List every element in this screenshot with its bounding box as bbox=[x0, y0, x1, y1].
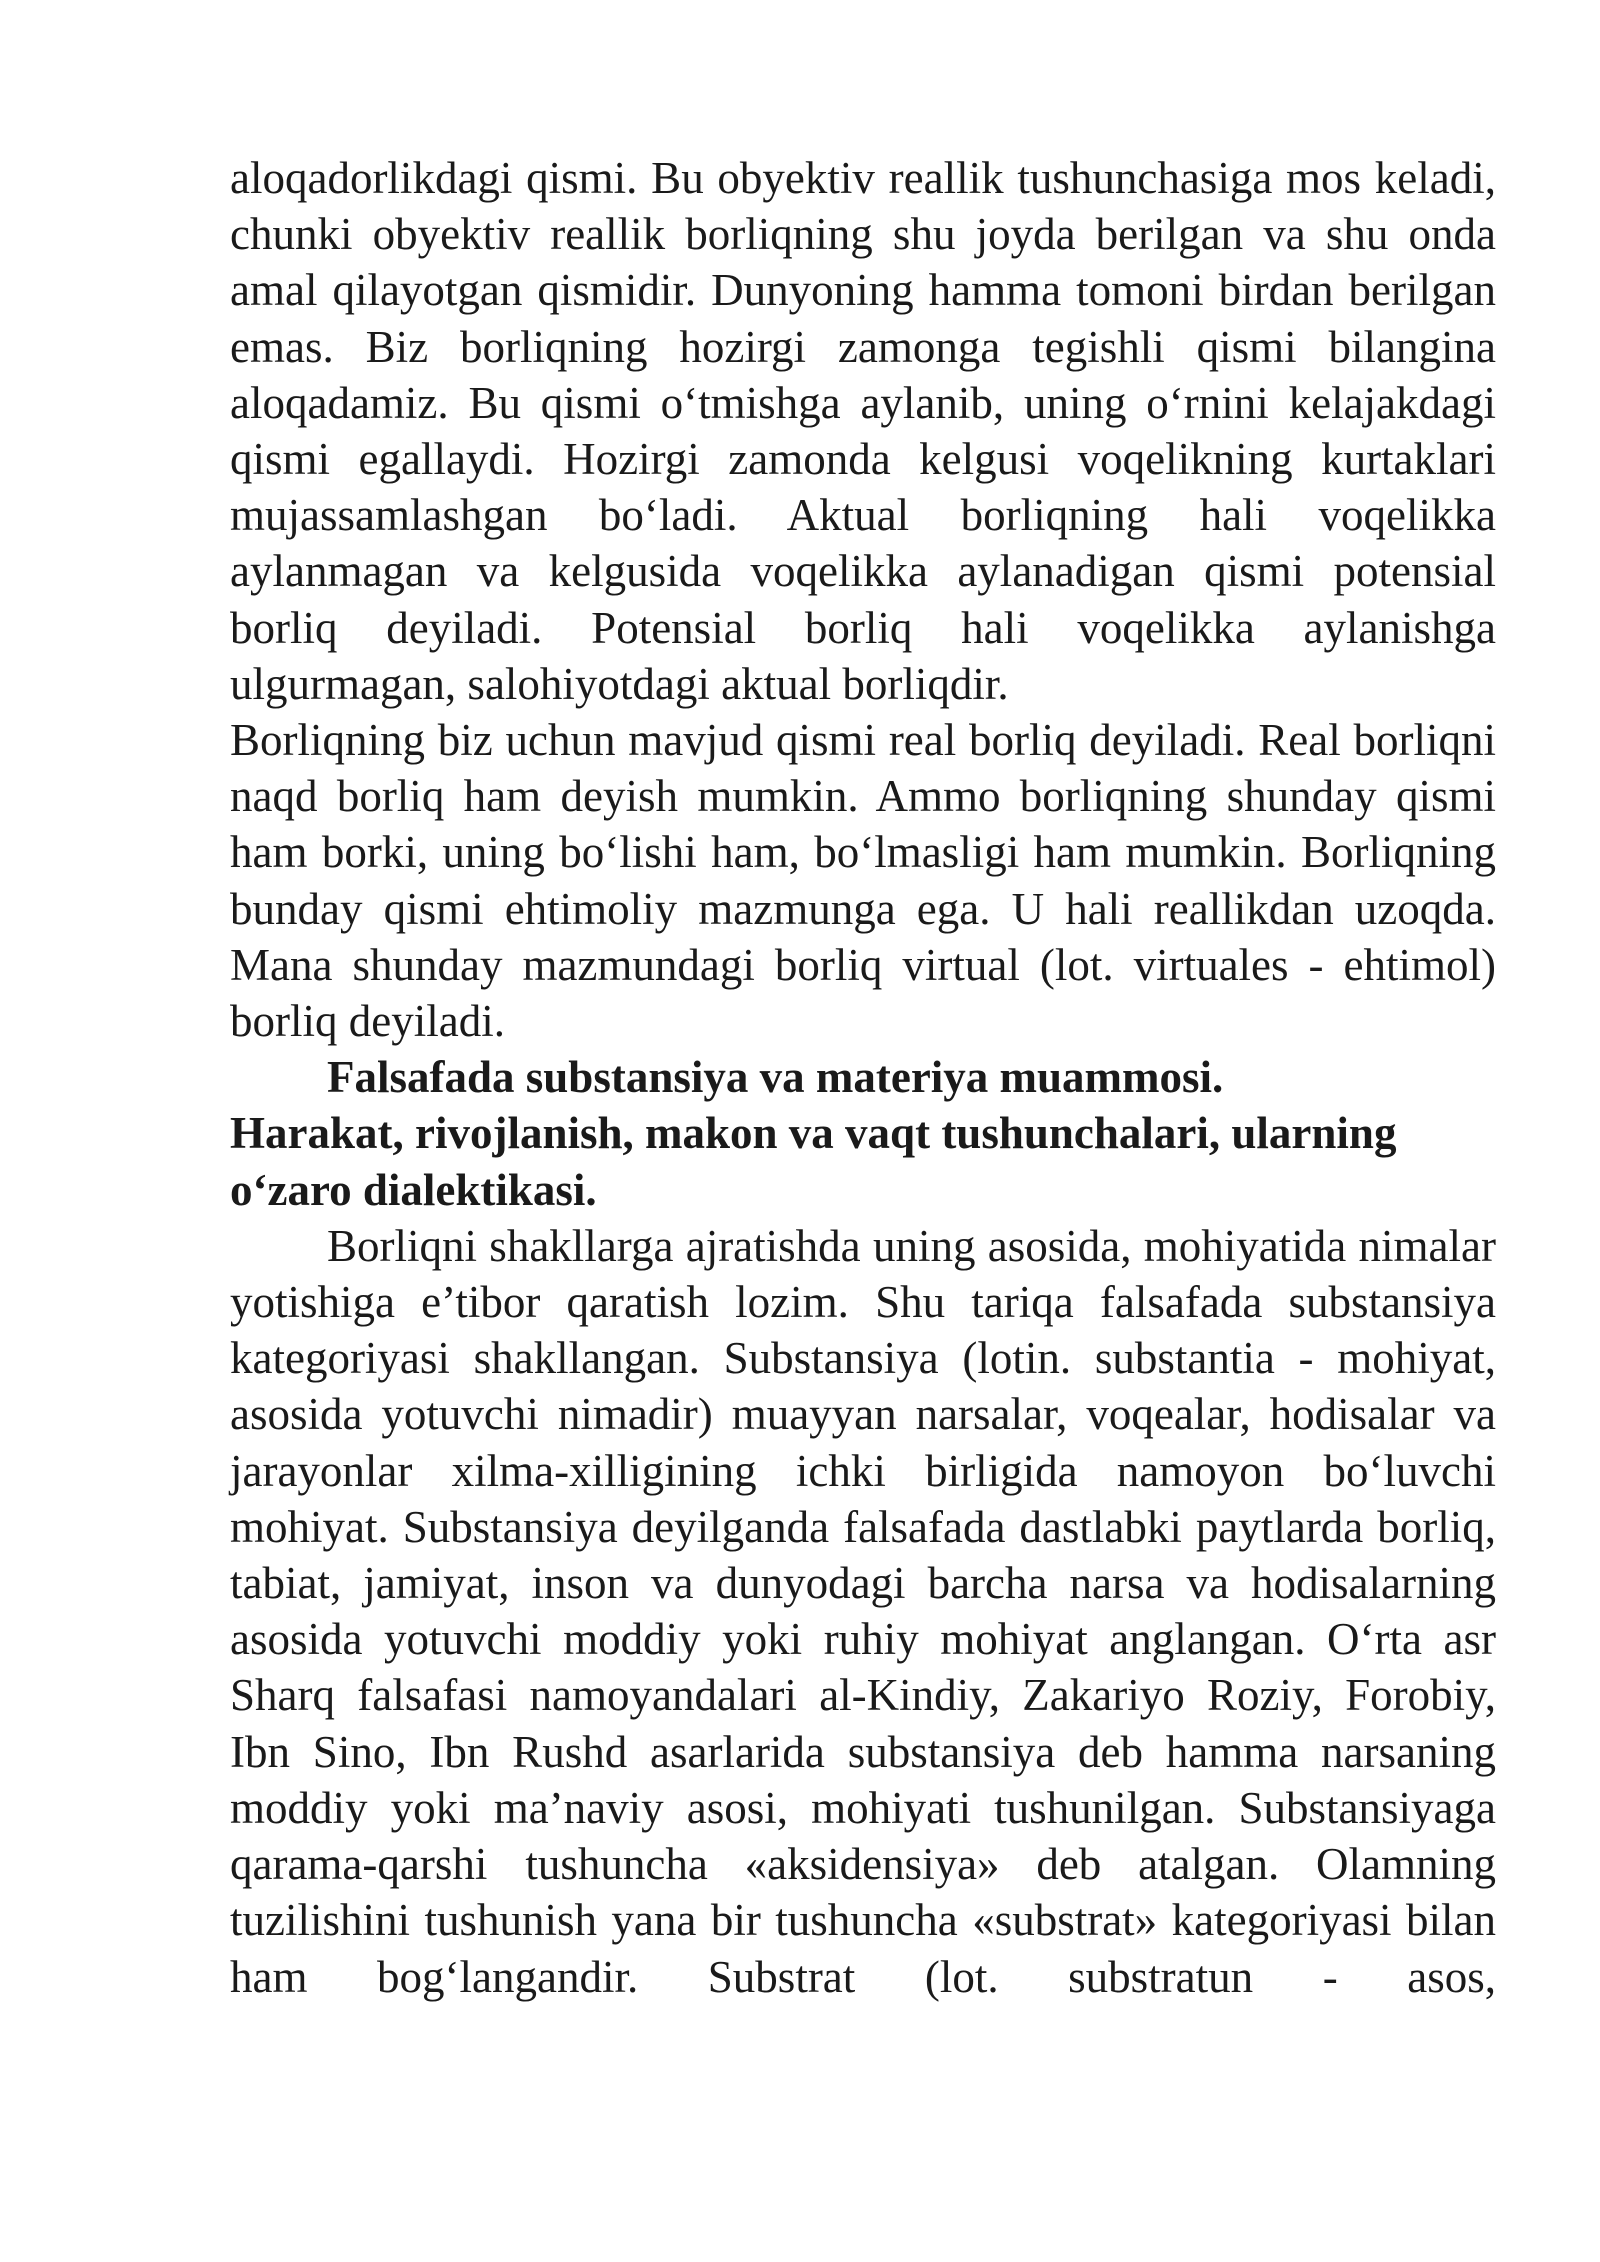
paragraph-real-being: Borliqning biz uchun mavjud qismi real borliq deyiladi. Real borliqni naqd borliq ham deyish mumkin. Ammo borliqning shunday qismi ham borki, uning bo‘lishi ham, bo‘lmasligi ham mumkin. Borliqning bunday qismi ehtimoliy mazmunga ega. U hali reallikdan uzoqda. Mana shunday mazmundagi borliq virtual (lot. virtuales - ehtimol) borliq deyiladi. bbox=[230, 715, 1496, 1047]
section-heading-line1: Falsafada substansiya va materiya muammosi. bbox=[327, 1052, 1224, 1103]
paragraph-substance bbox=[230, 1218, 1496, 2005]
section-heading-line2: Harakat, rivojlanish, makon va vaqt tushunchalari, ularning o‘zaro dialektikasi. bbox=[230, 1108, 1397, 1215]
document-page bbox=[230, 150, 1496, 2005]
paragraph-substance-part1: Borliqni shakllarga ajratishda uning asosida, mohiyatida nimalar yotishiga e’tibor qaratish lozim. Shu tariqa falsafada substansiya kategoriyasi shakllangan. Substansiya (lotin. substantia - mohiyat, asosida yotuvchi nimadir) muayyan narsalar, voqealar, hodisalar va jarayonlar xilma-xilligining ichki birligida namoyon bo‘luvchi mohiyat. Substansiya deyilganda falsafada dastlabki paytlarda borliq, tabiat, jamiyat, inson va dunyodagi barcha narsa va hodisalarning asosida yotuvchi moddiy yoki ruhiy mohiyat anglangan. O‘rta asr Sharq falsafasi namoyandalari al-Kindiy, Zakariyo Roziy, Forobiy, Ibn Sino, Ibn Rushd asarlarida substansiya deb hamma narsaning moddiy yoki ma’naviy asosi, mohiyati tushunilgan. Substansiyaga qarama-qarshi bbox=[230, 1220, 1496, 1890]
paragraph-potential-being: aloqadorlikdagi qismi. Bu obyektiv reallik tushunchasiga mos keladi, chunki obyektiv reallik borliqning shu joyda berilgan va shu onda amal qilayotgan qismidir. Dunyoning hamma tomoni birdan berilgan emas. Biz borliqning hozirgi zamonga tegishli qismi bilangina aloqadamiz. Bu qismi o‘tmishga aylanib, uning o‘rnini kelajakdagi qismi egallaydi. Hozirgi zamonda kelgusi voqelikning kurtaklari mujassamlashgan bo‘ladi. Aktual borliqning hali voqelikka aylanmagan va kelgusida voqelikka aylanadigan qismi potensial borliq deyiladi. Potensial borliq hali voqelikka aylanishga ulgurmagan, salohiyotdagi aktual borliqdir. bbox=[230, 153, 1496, 709]
paragraph-substance-part2: tushuncha «aksidensiya» deb atalgan. Olamning tuzilishini tushunish yana bir tushuncha «substrat» kategoriyasi bilan ham bog‘langandir. Substrat (lot. substratun - asos, bbox=[230, 1839, 1496, 2002]
